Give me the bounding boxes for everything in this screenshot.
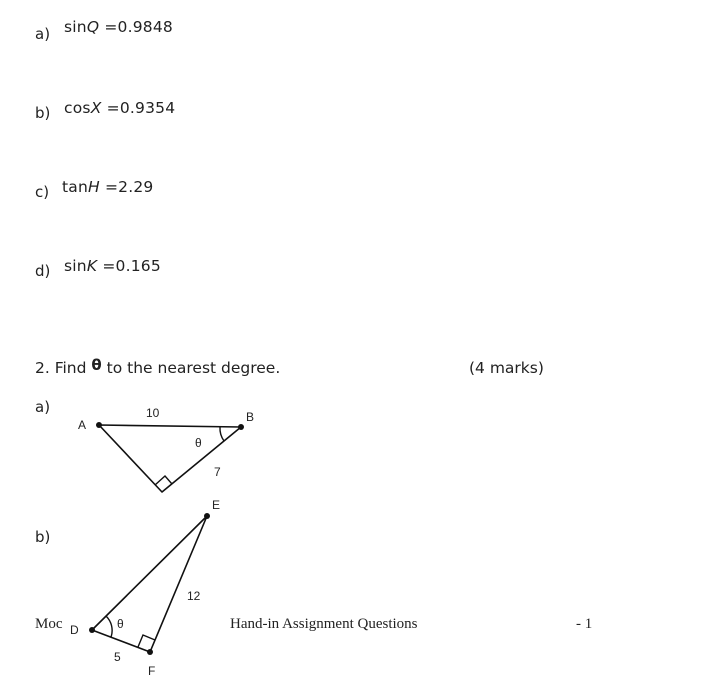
part-d-value: =0.165 [102, 257, 161, 275]
triangle-a-theta: θ [195, 436, 202, 450]
vertex-b-label: B [246, 410, 255, 424]
part-d-var: K [86, 257, 98, 275]
triangle-b-angle-arc [106, 616, 112, 637]
part-a-value: =0.9848 [104, 18, 173, 36]
triangle-b [70, 498, 220, 678]
part-b-var: X [90, 99, 102, 117]
part-b-letter: b) [35, 104, 51, 122]
part-a-letter: a) [35, 25, 51, 43]
side-b-label: 7 [214, 465, 221, 479]
vertex-f-label: F [148, 664, 156, 678]
question-2-marks: (4 marks) [469, 359, 544, 377]
part-d-letter: d) [35, 262, 51, 280]
part-b-fn: cos [64, 99, 91, 117]
vertex-d-label: D [70, 623, 79, 637]
side-ef-label: 12 [187, 589, 201, 603]
vertex-f-dot [147, 649, 153, 655]
part-a-var: Q [86, 18, 100, 36]
question-2-prefix: 2. Find [35, 359, 87, 377]
vertex-e-dot [204, 513, 210, 519]
vertex-a-dot [96, 422, 102, 428]
question-2-part-a-label: a) [35, 398, 51, 416]
side-df-label: 5 [114, 650, 121, 664]
question-2-part-b-label: b) [35, 528, 51, 546]
footer-page-number: - 1 [576, 616, 593, 632]
vertex-e-label: E [212, 498, 221, 512]
question-2-suffix: to the nearest degree. [106, 359, 281, 377]
part-c-fn: tan [62, 178, 88, 196]
vertex-a-label: A [78, 418, 87, 432]
triangle-a-angle-arc [220, 427, 224, 441]
part-c-value: =2.29 [105, 178, 154, 196]
triangle-b-theta: θ [117, 617, 124, 631]
footer-center: Hand-in Assignment Questions [230, 616, 418, 632]
part-c-var: H [88, 178, 100, 196]
triangle-a-right-angle-mark [155, 476, 172, 485]
part-c-letter: c) [35, 183, 50, 201]
question-2-theta: θ [91, 356, 102, 374]
triangle-b-outline [92, 516, 207, 652]
side-ab-label: 10 [146, 406, 160, 420]
vertex-d-dot [89, 627, 95, 633]
part-d-fn: sin [64, 257, 87, 275]
footer-left: Moc [35, 616, 63, 632]
triangle-a [78, 406, 254, 492]
part-b-value: =0.9354 [106, 99, 176, 117]
part-a-fn: sin [64, 18, 87, 36]
vertex-b-dot [238, 424, 244, 430]
